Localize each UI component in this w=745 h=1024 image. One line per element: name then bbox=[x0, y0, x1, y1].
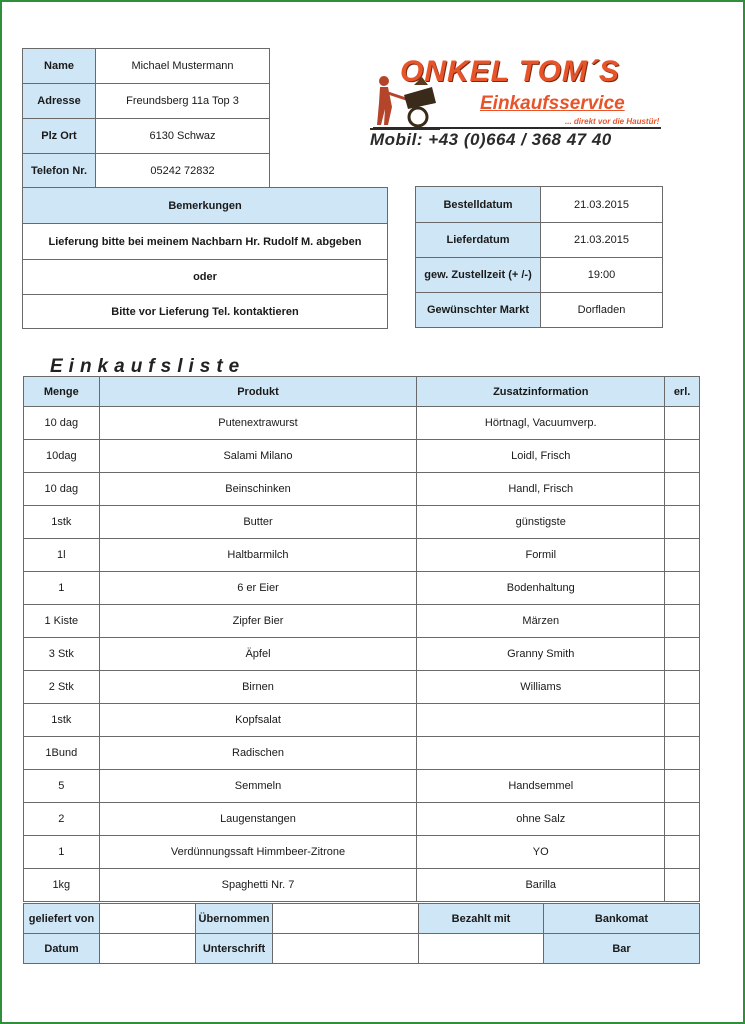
row-qty: 10 dag bbox=[24, 473, 100, 506]
row-done-checkbox[interactable] bbox=[665, 737, 700, 770]
row-info: Barilla bbox=[417, 869, 665, 902]
address-label: Adresse bbox=[23, 84, 96, 119]
row-info: ohne Salz bbox=[417, 803, 665, 836]
row-product: Butter bbox=[99, 506, 417, 539]
row-info: Bodenhaltung bbox=[417, 572, 665, 605]
remarks-line-2: oder bbox=[23, 260, 388, 295]
table-row bbox=[24, 704, 700, 737]
row-product: Spaghetti Nr. 7 bbox=[99, 869, 417, 902]
row-info: Williams bbox=[417, 671, 665, 704]
row-done-checkbox[interactable] bbox=[665, 770, 700, 803]
row-info: Granny Smith bbox=[417, 638, 665, 671]
date-field[interactable] bbox=[100, 934, 196, 964]
received-field[interactable] bbox=[273, 904, 419, 934]
city-label: Plz Ort bbox=[23, 119, 96, 154]
table-row bbox=[24, 836, 700, 869]
row-done-checkbox[interactable] bbox=[665, 605, 700, 638]
row-qty: 1kg bbox=[24, 869, 100, 902]
row-done-checkbox[interactable] bbox=[665, 869, 700, 902]
remarks-line-1: Lieferung bitte bei meinem Nachbarn Hr. Rudolf M. abgeben bbox=[23, 224, 388, 260]
row-done-checkbox[interactable] bbox=[665, 572, 700, 605]
table-row bbox=[24, 869, 700, 902]
order-date-label: Bestelldatum bbox=[416, 187, 541, 223]
delivery-date-label: Lieferdatum bbox=[416, 223, 541, 258]
phone-value: 05242 72832 bbox=[96, 154, 270, 188]
cash-label: Bar bbox=[544, 934, 700, 964]
name-label: Name bbox=[23, 49, 96, 84]
market-value: Dorfladen bbox=[541, 293, 663, 328]
row-qty: 1stk bbox=[24, 506, 100, 539]
row-product: Laugenstangen bbox=[99, 803, 417, 836]
remarks-table bbox=[22, 187, 388, 329]
row-done-checkbox[interactable] bbox=[665, 473, 700, 506]
delivery-date-value: 21.03.2015 bbox=[541, 223, 663, 258]
phone-label: Telefon Nr. bbox=[23, 154, 96, 188]
row-info: Handl, Frisch bbox=[417, 473, 665, 506]
row-done-checkbox[interactable] bbox=[665, 440, 700, 473]
market-label: Gewünschter Markt bbox=[416, 293, 541, 328]
row-qty: 1 Kiste bbox=[24, 605, 100, 638]
shopping-list-table bbox=[23, 376, 700, 902]
row-qty: 10 dag bbox=[24, 407, 100, 440]
row-info bbox=[417, 704, 665, 737]
customer-table bbox=[22, 48, 270, 188]
remarks-header: Bemerkungen bbox=[23, 188, 388, 224]
row-qty: 2 Stk bbox=[24, 671, 100, 704]
city-value: 6130 Schwaz bbox=[96, 119, 270, 154]
table-row bbox=[24, 506, 700, 539]
table-row bbox=[24, 440, 700, 473]
order-table bbox=[415, 186, 663, 328]
row-info: Hörtnagl, Vacuumverp. bbox=[417, 407, 665, 440]
col-header-info: Zusatzinformation bbox=[417, 377, 665, 407]
row-qty: 10dag bbox=[24, 440, 100, 473]
row-product: Kopfsalat bbox=[99, 704, 417, 737]
row-done-checkbox[interactable] bbox=[665, 671, 700, 704]
logo-title: ONKEL TOM´S bbox=[400, 55, 620, 88]
row-done-checkbox[interactable] bbox=[665, 506, 700, 539]
signature-label: Unterschrift bbox=[196, 934, 273, 964]
table-row bbox=[24, 605, 700, 638]
row-info: Loidl, Frisch bbox=[417, 440, 665, 473]
shopping-list-title: Einkaufsliste bbox=[50, 356, 246, 377]
paid-with-label: Bezahlt mit bbox=[419, 904, 544, 934]
row-product: 6 er Eier bbox=[99, 572, 417, 605]
table-row bbox=[24, 803, 700, 836]
row-done-checkbox[interactable] bbox=[665, 836, 700, 869]
name-value: Michael Mustermann bbox=[96, 49, 270, 84]
row-qty: 1 bbox=[24, 572, 100, 605]
row-product: Äpfel bbox=[99, 638, 417, 671]
row-qty: 3 Stk bbox=[24, 638, 100, 671]
payment-empty-cell bbox=[419, 934, 544, 964]
row-qty: 1 bbox=[24, 836, 100, 869]
row-product: Verdünnungssaft Himmbeer-Zitrone bbox=[99, 836, 417, 869]
address-value: Freundsberg 11a Top 3 bbox=[96, 84, 270, 119]
row-qty: 5 bbox=[24, 770, 100, 803]
card-label: Bankomat bbox=[544, 904, 700, 934]
col-header-product: Produkt bbox=[99, 377, 417, 407]
row-product: Haltbarmilch bbox=[99, 539, 417, 572]
table-row bbox=[24, 539, 700, 572]
date-label: Datum bbox=[24, 934, 100, 964]
row-done-checkbox[interactable] bbox=[665, 704, 700, 737]
row-product: Birnen bbox=[99, 671, 417, 704]
delivered-by-label: geliefert von bbox=[24, 904, 100, 934]
company-logo bbox=[370, 55, 670, 155]
delivery-time-value: 19:00 bbox=[541, 258, 663, 293]
footer-table bbox=[23, 903, 700, 964]
row-product: Semmeln bbox=[99, 770, 417, 803]
logo-subtitle: Einkaufsservice bbox=[480, 93, 625, 114]
logo-divider bbox=[373, 127, 661, 129]
delivered-by-field[interactable] bbox=[100, 904, 196, 934]
table-row bbox=[24, 638, 700, 671]
delivery-time-label: gew. Zustellzeit (+ /-) bbox=[416, 258, 541, 293]
row-done-checkbox[interactable] bbox=[665, 407, 700, 440]
row-product: Radischen bbox=[99, 737, 417, 770]
logo-tagline: ... direkt vor die Haustür! bbox=[565, 117, 660, 126]
signature-field[interactable] bbox=[273, 934, 419, 964]
row-product: Beinschinken bbox=[99, 473, 417, 506]
col-header-qty: Menge bbox=[24, 377, 100, 407]
row-product: Salami Milano bbox=[99, 440, 417, 473]
row-info: YO bbox=[417, 836, 665, 869]
row-info: Formil bbox=[417, 539, 665, 572]
row-product: Putenextrawurst bbox=[99, 407, 417, 440]
row-info: Märzen bbox=[417, 605, 665, 638]
row-product: Zipfer Bier bbox=[99, 605, 417, 638]
received-label: Übernommen bbox=[196, 904, 273, 934]
row-qty: 1stk bbox=[24, 704, 100, 737]
table-row bbox=[24, 671, 700, 704]
table-row bbox=[24, 407, 700, 440]
table-row bbox=[24, 473, 700, 506]
row-info: Handsemmel bbox=[417, 770, 665, 803]
row-qty: 1l bbox=[24, 539, 100, 572]
col-header-done: erl. bbox=[665, 377, 700, 407]
row-info: günstigste bbox=[417, 506, 665, 539]
row-qty: 2 bbox=[24, 803, 100, 836]
table-row bbox=[24, 770, 700, 803]
remarks-line-3: Bitte vor Lieferung Tel. kontaktieren bbox=[23, 295, 388, 329]
logo-phone: Mobil: +43 (0)664 / 368 47 40 bbox=[370, 130, 612, 149]
row-done-checkbox[interactable] bbox=[665, 638, 700, 671]
order-date-value: 21.03.2015 bbox=[541, 187, 663, 223]
row-done-checkbox[interactable] bbox=[665, 803, 700, 836]
row-qty: 1Bund bbox=[24, 737, 100, 770]
table-row bbox=[24, 737, 700, 770]
row-done-checkbox[interactable] bbox=[665, 539, 700, 572]
table-row bbox=[24, 572, 700, 605]
row-info bbox=[417, 737, 665, 770]
